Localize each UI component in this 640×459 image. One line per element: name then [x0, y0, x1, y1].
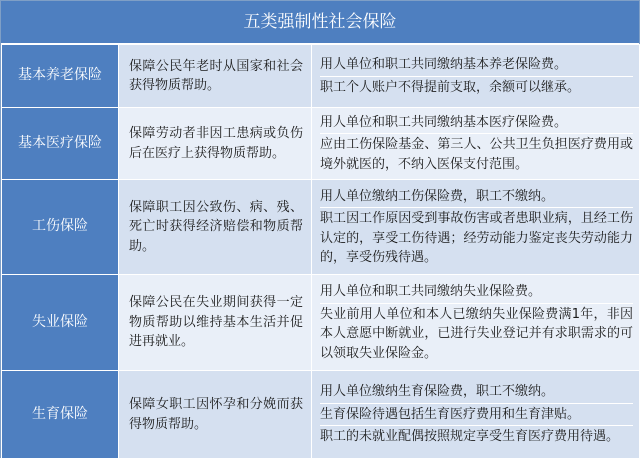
rule-line: 职工个人账户不得提前支取，余额可以继承。: [320, 79, 581, 95]
rule-line: 应由工伤保险基金、第三人、公共卫生负担医疗费用或境外就医的，不纳入医保支付范围。: [320, 137, 633, 172]
table-row-maternity: [2, 371, 640, 459]
insurance-name: 失业保险: [2, 275, 119, 371]
table-row-pension: [2, 45, 640, 108]
insurance-name: 工伤保险: [2, 180, 119, 275]
insurance-rules: [312, 275, 640, 371]
insurance-rules: [312, 108, 640, 180]
rule-line: 用人单位缴纳生育保险费，职工不缴纳。: [320, 381, 633, 404]
insurance-purpose: 保障女职工因怀孕和分娩而获得物质帮助。: [119, 371, 312, 459]
insurance-purpose: 保障公民年老时从国家和社会获得物质帮助。: [119, 45, 312, 108]
table-row-work-injury: [2, 180, 640, 275]
rule-line: 失业前用人单位和本人已缴纳失业保险费满1年，非因本人意愿中断就业，已进行失业登记并有求职需求的可以领取失业保险金。: [320, 306, 633, 361]
rule-line: 职工的未就业配偶按照规定享受生育医疗费用待遇。: [320, 429, 620, 445]
rule-line: 用人单位缴纳工伤保险费，职工不缴纳。: [320, 186, 633, 209]
rule-line: 职工因工作原因受到事故伤害或者患职业病，且经工伤认定的，享受工伤待遇；经劳动能力鉴定丧失劳动能力的，享受伤残待遇。: [320, 211, 633, 265]
table-row-medical: [2, 108, 640, 180]
rule-line: 用人单位和职工共同缴纳基本医疗保险费。: [320, 112, 633, 135]
insurance-rules: [312, 371, 640, 459]
insurance-name: 生育保险: [2, 371, 119, 459]
insurance-purpose: 保障劳动者非因工患病或负伤后在医疗上获得物质帮助。: [119, 108, 312, 180]
insurance-purpose: 保障职工因公致伤、病、残、死亡时获得经济赔偿和物质帮助。: [119, 180, 312, 275]
insurance-table: [1, 44, 640, 459]
insurance-name: 基本养老保险: [2, 45, 119, 108]
table-row-unemployment: [2, 275, 640, 371]
rule-line: 生育保险待遇包括生育医疗费用和生育津贴。: [320, 404, 633, 427]
table-title: 五类强制性社会保险: [1, 1, 639, 44]
insurance-rules: [312, 180, 640, 275]
insurance-purpose: 保障公民在失业期间获得一定物质帮助以维持基本生活并促进再就业。: [119, 275, 312, 371]
rule-line: 用人单位和职工共同缴纳失业保险费。: [320, 281, 633, 304]
rule-line: 用人单位和职工共同缴纳基本养老保险费。: [320, 54, 633, 77]
insurance-rules: [312, 45, 640, 108]
insurance-name: 基本医疗保险: [2, 108, 119, 180]
